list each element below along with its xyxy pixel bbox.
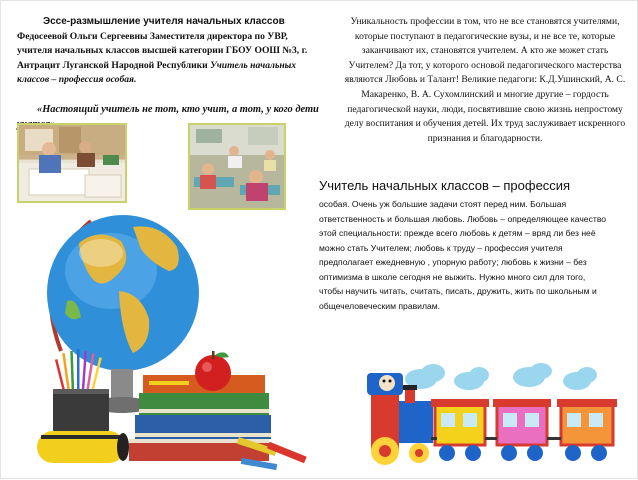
essay-topic: Учитель начальных классов – профессия особая. [17, 59, 297, 86]
author-info: Федосеевой Ольги Сергеевны Заместителя директора по УВР, учителя начальных классов высшей категории ГБОУ ООШ №3, г. Антрацит Луганской Народной Республики [17, 30, 308, 71]
uniqueness-paragraph: Уникальность профессии в том, что не все становятся учителями, которые поступают в педагогические вузы, и не все те, которые заканчивают их, становятся учителем. А кто же может стать Учителем? Да тот, у которого основой педагогического мастерства являются Любовь и Талант! Великие педагоги: К.Д.Ушинский, А. С. Макаренко, В. А. Сухомлинский и многие другие – гордость педагогической науки, люди, посвятившие свою жизнь непростому делу воспитания и обучения детей. Их труд заслуживает искренного признания и благодарности. [344, 16, 626, 144]
essay-heading: Эссе-размышление учителя начальных классов [43, 16, 285, 27]
epigraph-quote: «Настоящий учитель не тот, кто учит, а тот, у кого дети [37, 103, 319, 115]
profession-title: Учитель начальных классов – профессия [319, 178, 571, 193]
decorative-artwork [1, 1, 638, 480]
apple-icon [195, 351, 231, 391]
profession-body: особая. Очень уж большие задачи стоят перед ним. Большая ответственность и большая любовь. Любовь – определяющее качество этой специальности: прежде всего любовь к детям – вряд ли без неё можно стать Учителем; любовь к труду – профессия учителя предполагает ежедневную , упорную работу; любовь к жизни – без оптимизма в школе сегодня не выжить. Нужно много сил для того, чтобы научить читать, считать, писать, дружить, жить по школьным и общечеловеческим правилам. [319, 199, 607, 311]
cloud-icon [405, 363, 597, 390]
pencil-cup-icon [53, 349, 109, 433]
pencil-case-icon [37, 431, 129, 463]
book-stack-icon [129, 375, 271, 461]
